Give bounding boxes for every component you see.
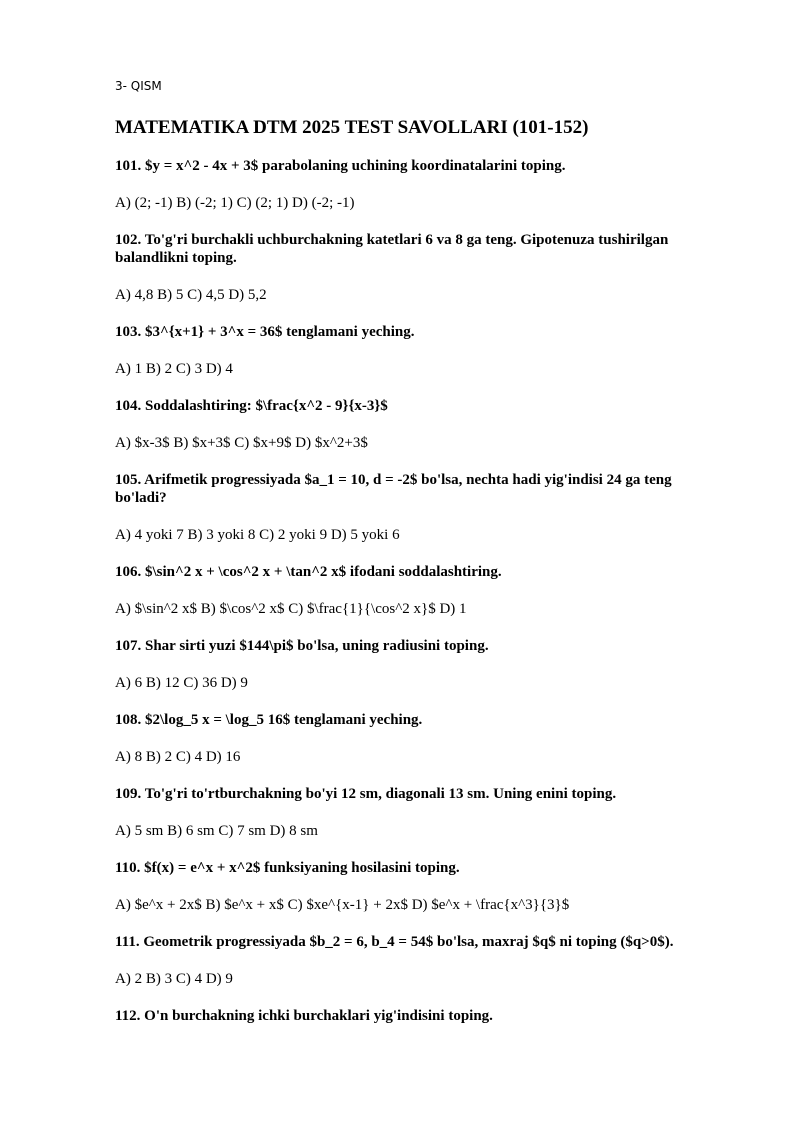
question-text: 105. Arifmetik progressiyada $a_1 = 10, d = -2$ bo'lsa, nechta hadi yig'indisi 24 ga teng bo'ladi? — [115, 472, 672, 506]
answer-options: A) (2; -1) B) (-2; 1) C) (2; 1) D) (-2; -1) — [115, 195, 355, 211]
question-text: 106. $\sin^2 x + \cos^2 x + \tan^2 x$ ifodani soddalashtiring. — [115, 564, 502, 580]
document-page — [115, 78, 721, 1044]
question-text: 112. O'n burchakning ichki burchaklari yig'indisini toping. — [115, 1008, 493, 1024]
answer-options: A) 4 yoki 7 B) 3 yoki 8 C) 2 yoki 9 D) 5 yoki 6 — [115, 527, 400, 543]
answer-options: A) 1 B) 2 C) 3 D) 4 — [115, 361, 233, 377]
question-text: 109. To'g'ri to'rtburchakning bo'yi 12 sm, diagonali 13 sm. Uning enini toping. — [115, 786, 617, 802]
question-text: 110. $f(x) = e^x + x^2$ funksiyaning hosilasini toping. — [115, 860, 460, 876]
answer-options: A) 4,8 B) 5 C) 4,5 D) 5,2 — [115, 287, 267, 303]
document-title: MATEMATIKA DTM 2025 TEST SAVOLLARI (101-152) — [115, 117, 589, 138]
question-text: 104. Soddalashtiring: $\frac{x^2 - 9}{x-3}$ — [115, 398, 388, 414]
question-text: 101. $y = x^2 - 4x + 3$ parabolaning uchining koordinatalarini toping. — [115, 158, 566, 174]
answer-options: A) 6 B) 12 C) 36 D) 9 — [115, 675, 248, 691]
answer-options: A) $e^x + 2x$ B) $e^x + x$ C) $xe^{x-1} + 2x$ D) $e^x + \frac{x^3}{3}$ — [115, 897, 570, 913]
question-text: 103. $3^{x+1} + 3^x = 36$ tenglamani yeching. — [115, 324, 415, 340]
question-text: 102. To'g'ri burchakli uchburchakning katetlari 6 va 8 ga teng. Gipotenuza tushirilgan balandlikni toping. — [115, 232, 669, 266]
answer-options: A) $\sin^2 x$ B) $\cos^2 x$ C) $\frac{1}{\cos^2 x}$ D) 1 — [115, 601, 467, 617]
answer-options: A) $x-3$ B) $x+3$ C) $x+9$ D) $x^2+3$ — [115, 435, 368, 451]
answer-options: A) 5 sm B) 6 sm C) 7 sm D) 8 sm — [115, 823, 318, 839]
question-list — [115, 157, 721, 1025]
question-text: 111. Geometrik progressiyada $b_2 = 6, b_4 = 54$ bo'lsa, maxraj $q$ ni toping ($q>0$). — [115, 934, 674, 950]
section-header: 3- QISM — [115, 79, 162, 93]
answer-options: A) 8 B) 2 C) 4 D) 16 — [115, 749, 241, 765]
answer-options: A) 2 B) 3 C) 4 D) 9 — [115, 971, 233, 987]
question-text: 107. Shar sirti yuzi $144\pi$ bo'lsa, uning radiusini toping. — [115, 638, 489, 654]
question-text: 108. $2\log_5 x = \log_5 16$ tenglamani yeching. — [115, 712, 423, 728]
